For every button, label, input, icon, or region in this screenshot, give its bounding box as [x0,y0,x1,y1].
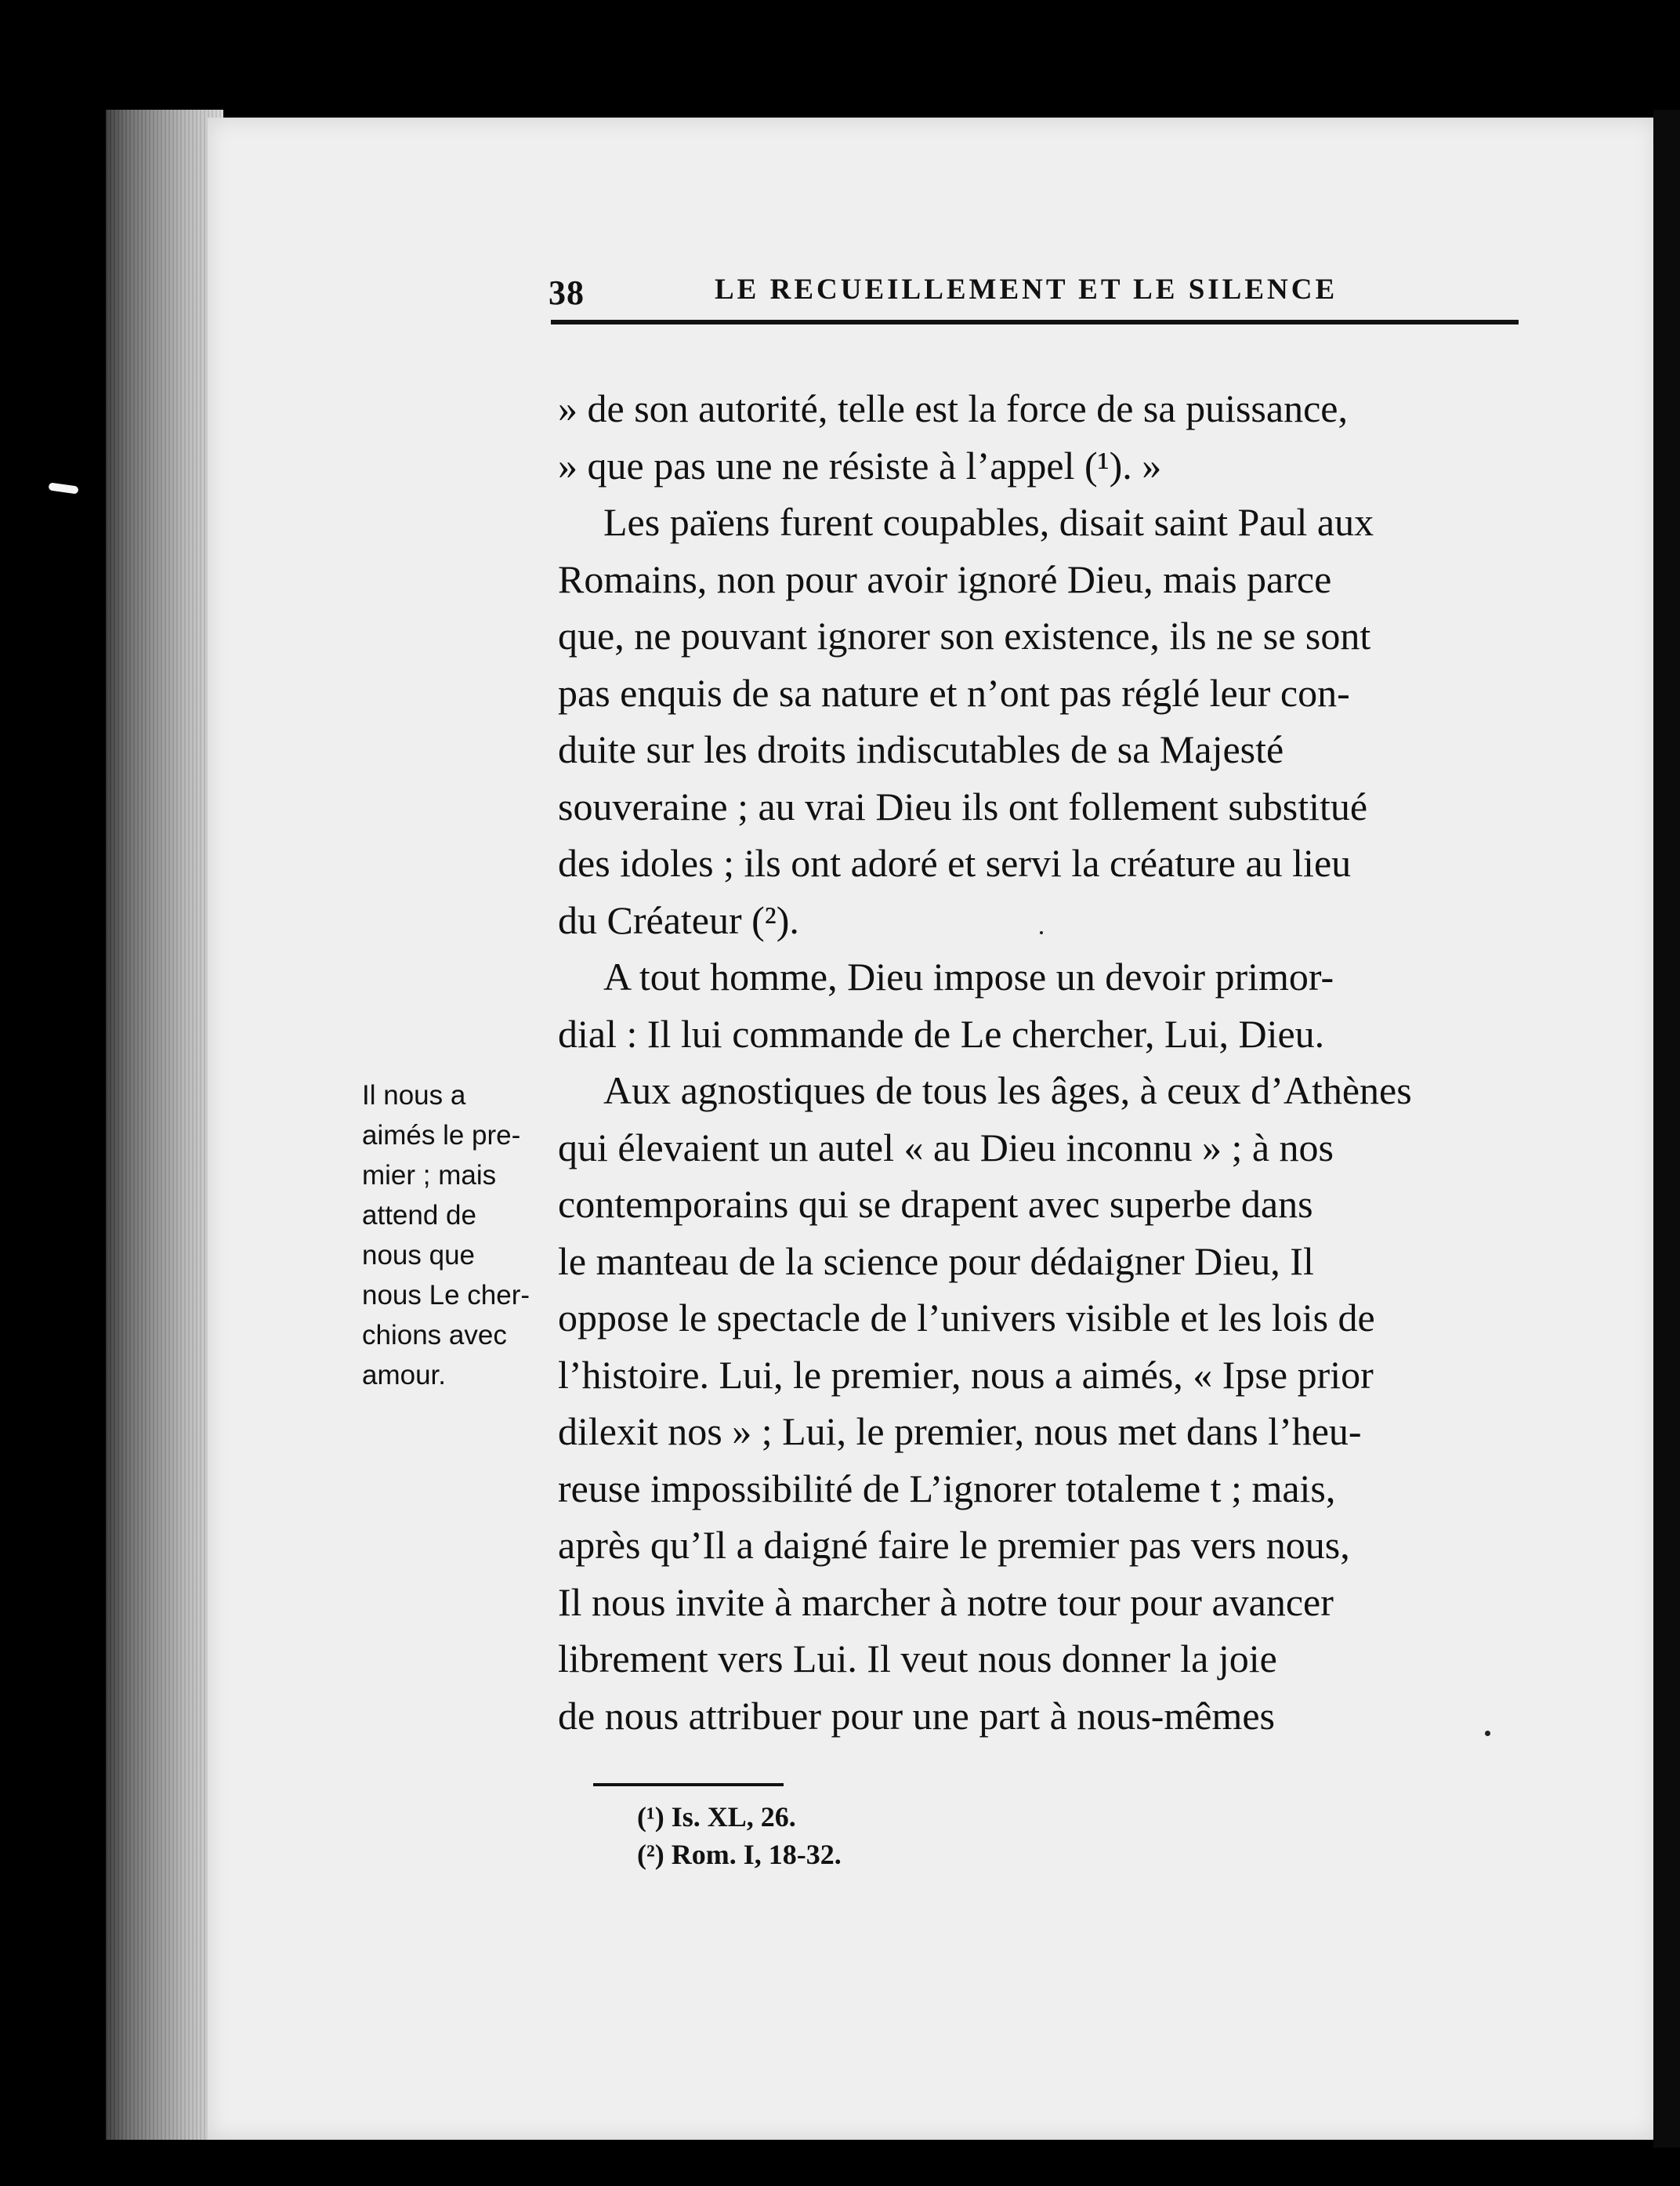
body-line: que, ne pouvant ignorer son existence, ils ne se sont [558,614,1371,658]
body-line: de nous attribuer pour une part à nous-mêmes [558,1693,1276,1738]
body-line: » de son autorité, telle est la force de sa puissance, [558,386,1348,430]
ink-speck [1040,931,1043,934]
body-line: des idoles ; ils ont adoré et servi la créature au lieu [558,841,1352,885]
body-line: l’histoire. Lui, le premier, nous a aimés, « Ipse prior [558,1352,1374,1397]
body-line: contemporains qui se drapent avec superbe dans [558,1182,1313,1226]
margin-note [362,1075,550,1395]
body-line: Aux agnostiques de tous les âges, à ceux d’Athènes [603,1068,1412,1112]
ink-speck [1485,1731,1490,1736]
body-line: pas enquis de sa nature et n’ont pas réglé leur con- [558,670,1350,715]
footnotes [637,1798,842,1873]
running-title: LE RECUEILLEMENT ET LE SILENCE [715,274,1338,306]
page-number: 38 [549,274,585,312]
body-line: A tout homme, Dieu impose un devoir primor- [603,955,1334,999]
footnote-rule [593,1783,784,1786]
body-line: dial : Il lui commande de Le chercher, Lui, Dieu. [558,1011,1325,1056]
body-line: souveraine ; au vrai Dieu ils ont follement substitué [558,784,1368,828]
margin-note-line: nous que [362,1240,476,1271]
margin-note-line: mier ; mais [362,1160,497,1191]
margin-note-line: chions avec [362,1320,507,1350]
body-line: reuse impossibilité de L’ignorer totaleme t ; mais, [558,1466,1336,1510]
margin-note-line: amour. [362,1360,446,1390]
page-header [549,273,1520,320]
body-line: oppose le spectacle de l’univers visible et les lois de [558,1296,1375,1340]
footnote: (¹) Is. XL, 26. [637,1801,796,1833]
body-line: après qu’Il a daigné faire le premier pas vers nous, [558,1523,1350,1567]
body-line: Il nous invite à marcher à notre tour pour avancer [558,1579,1334,1624]
body-line: Les païens furent coupables, disait saint Paul aux [603,500,1374,544]
footnote: (²) Rom. I, 18-32. [637,1839,842,1870]
main-text [558,380,1530,1744]
margin-note-line: attend de [362,1200,476,1231]
body-line: Romains, non pour avoir ignoré Dieu, mais parce [558,556,1332,601]
right-scan-shadow [1653,110,1680,2148]
book-page-edge [106,110,223,2140]
margin-note-line: nous Le cher- [362,1280,530,1311]
body-line: » que pas une ne résiste à l’appel (¹). » [558,443,1162,488]
body-line: duite sur les droits indiscutables de sa Majesté [558,727,1284,771]
body-line: qui élevaient un autel « au Dieu inconnu » ; à nos [558,1125,1334,1169]
body-line: le manteau de la science pour dédaigner Dieu, Il [558,1238,1314,1283]
body-line: du Créateur (²). [558,897,799,942]
margin-note-line: Il nous a [362,1080,466,1111]
body-line: librement vers Lui. Il veut nous donner la joie [558,1637,1277,1680]
body-line: dilexit nos » ; Lui, le premier, nous met dans l’heu- [558,1409,1362,1453]
margin-note-line: aimés le pre- [362,1120,521,1151]
header-rule [551,320,1519,324]
